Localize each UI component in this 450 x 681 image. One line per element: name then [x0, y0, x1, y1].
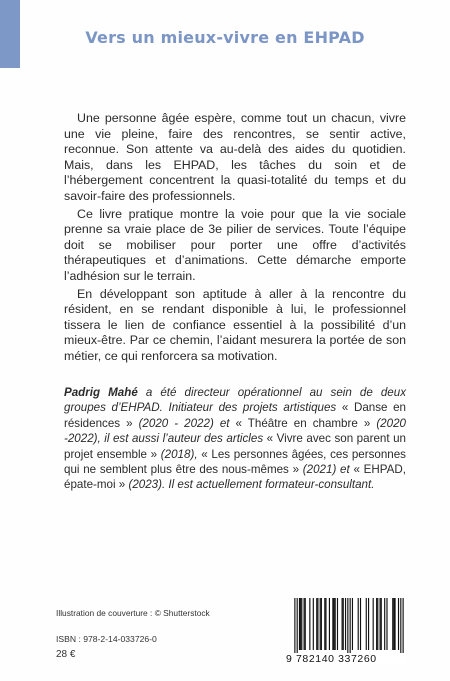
bio-work-title: « Danse en résidences »: [64, 401, 406, 430]
bio-text: (2018),: [157, 447, 202, 461]
barcode-bar: [321, 598, 322, 650]
barcode-bar: [386, 598, 387, 650]
bio-text: (2021) et: [299, 463, 354, 477]
barcode-bar: [394, 598, 395, 650]
barcode-bar: [380, 598, 381, 650]
bio-text: (2020 - 2022) et: [132, 416, 236, 430]
cover-credit: Illustration de couverture : © Shutterstock: [56, 608, 210, 618]
barcode-bar: [316, 598, 317, 650]
barcode-bars: [292, 598, 406, 656]
barcode-bar: [368, 598, 369, 650]
barcode-bar: [301, 598, 302, 650]
barcode-bar: [313, 598, 314, 650]
barcode-bar: [366, 598, 367, 650]
barcode-bar: [400, 598, 401, 656]
barcode-bar: [392, 598, 393, 650]
barcode-bar: [320, 598, 321, 650]
bio-text: a été directeur opérationnel au sein de deux groupes d’EHPAD. Initiateur des projets artistiques: [64, 386, 406, 415]
isbn-label: ISBN : 978-2-14-033726-0: [56, 634, 157, 644]
barcode-bar: [304, 598, 305, 650]
barcode-bar: [393, 598, 394, 650]
page-title: Vers un mieux-vivre en EHPAD: [85, 28, 365, 47]
barcode-bar: [333, 598, 334, 650]
barcode-bar: [345, 598, 346, 650]
summary-text: [64, 111, 406, 367]
author-name: Padrig Mahé: [64, 386, 138, 399]
barcode-bar: [299, 598, 300, 650]
barcode-bar: [347, 598, 348, 656]
bio-text: (2020 -2022), il est aussi l’auteur des articles: [64, 416, 406, 446]
barcode-bar: [398, 598, 399, 650]
barcode-bar: [343, 598, 344, 650]
barcode-bar: [305, 598, 306, 650]
barcode-bar: [403, 598, 404, 656]
barcode-bar: [294, 598, 295, 656]
barcode-bar: [342, 598, 343, 650]
barcode-bar: [352, 598, 353, 650]
bio-work-title: « Théâtre en chambre »: [235, 416, 371, 430]
barcode-bar: [329, 598, 330, 650]
bio-work-title: « EHPAD, épate-moi »: [64, 463, 406, 492]
barcode-bar: [384, 598, 385, 650]
barcode-digits: 9 782140 337260: [284, 653, 406, 665]
barcode-bar: [358, 598, 359, 650]
barcode-bar: [332, 598, 333, 650]
author-bio: [64, 385, 406, 493]
barcode-bar: [324, 598, 325, 650]
barcode-bar: [360, 598, 361, 650]
barcode-bar: [297, 598, 298, 656]
bio-work-title: « Vivre avec son parent un projet ensemble »: [64, 432, 406, 461]
barcode-bar: [317, 598, 318, 650]
barcode-bar: [373, 598, 374, 650]
bio-text: (2023). Il est actuellement formateur-consultant.: [125, 478, 375, 492]
barcode-bar: [337, 598, 338, 650]
summary-paragraph: En développant son aptitude à aller à la rencontre du résident, en se rendant disponible à lui, le professionnel tissera le lien de confiance essentiel à la possibilité d’un mieux-être. Par ce chemin, l’aidant mesurera la portée de son métier, ce qui renforcera sa motivation.: [64, 286, 406, 363]
barcode-bar: [376, 598, 377, 650]
barcode-bar: [325, 598, 326, 650]
barcode-bar: [350, 598, 351, 656]
bio-work-title: « Les personnes âgées, ces personnes qui ne semblent plus être des nous-mêmes »: [64, 447, 406, 477]
summary-paragraph: Ce livre pratique montre la voie pour que la vie sociale prenne sa vraie place de 3e pilier de services. Toute l’équipe doit se mobiliser pour porter une offre d’activités thérapeutiques et d’animations. Cette démarche emporte l’adhésion sur le terrain.: [64, 206, 406, 283]
price-label: 28 €: [56, 649, 76, 660]
barcode-bar: [300, 598, 301, 650]
barcode-bar: [309, 598, 310, 650]
barcode-bar: [335, 598, 336, 650]
barcode-bar: [381, 598, 382, 650]
summary-paragraph: Une personne âgée espère, comme tout un chacun, vivre une vie pleine, faire des rencontres, se sentir active, reconnue. Son attente va au-delà des aides du quotidien. Mais, dans les EHPAD, les tâches du soin et de l’hébergement concentrent la quasi-totalité du temps et du savoir-faire des professionnels.: [64, 111, 406, 203]
barcode-bar: [377, 598, 378, 650]
